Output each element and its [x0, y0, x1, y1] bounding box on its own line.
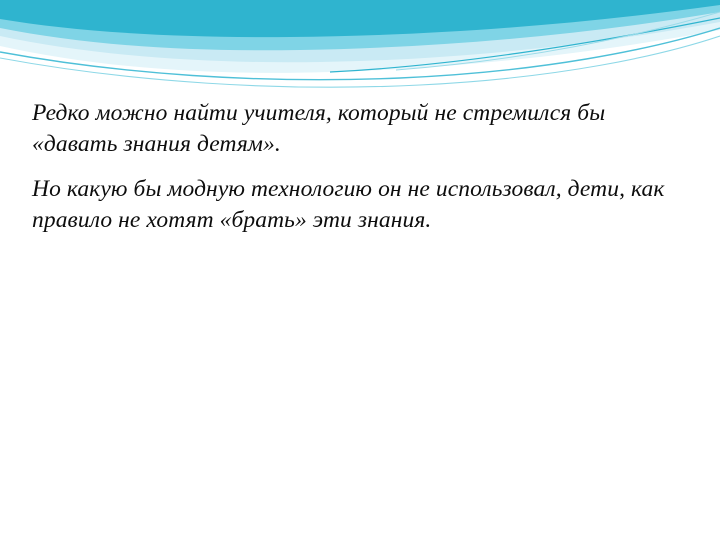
- slide-text-block: [32, 98, 688, 240]
- paragraph-1: Редко можно найти учителя, который не стремился бы «давать знания детям».: [32, 100, 606, 158]
- wave-banner-decoration: [0, 0, 720, 110]
- paragraph-2: Но какую бы модную технологию он не использовал, дети, как правило не хотят «брать» эти знания.: [32, 175, 665, 233]
